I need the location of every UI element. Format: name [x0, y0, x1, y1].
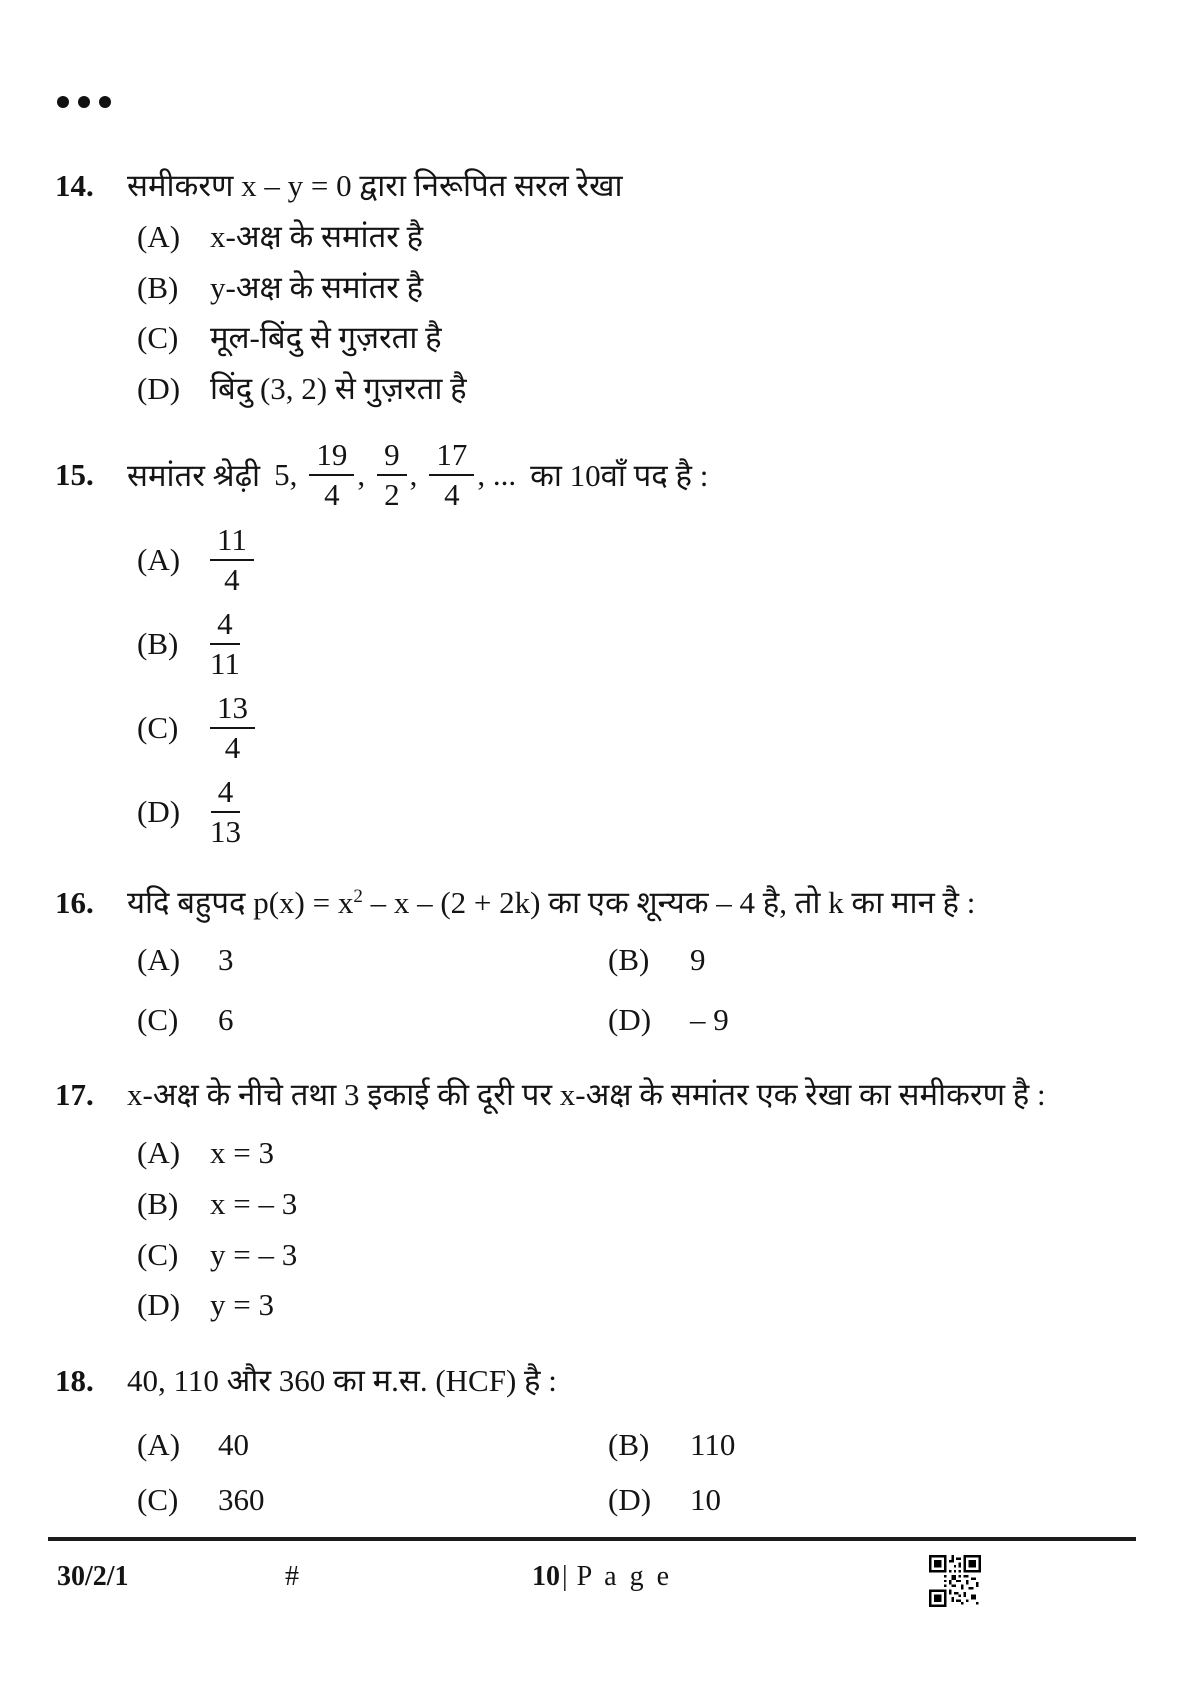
page-marker-dots — [57, 96, 111, 108]
fraction-denominator: 4 — [224, 730, 241, 765]
option-text: बिंदु (3, 2) से गुज़रता है — [210, 371, 467, 406]
separator: , ... — [477, 457, 517, 492]
question-16-text-part1: यदि बहुपद p(x) = x — [127, 885, 354, 920]
question-16-text-part2: – x – (2 + 2k) का एक शून्यक – 4 है, तो k का मान है : — [362, 885, 976, 920]
question-14-option-a — [0, 216, 1190, 258]
question-16-text — [127, 882, 975, 924]
fraction — [210, 691, 255, 765]
option-label: (C) — [137, 1002, 179, 1037]
question-17-option-a — [0, 1132, 1190, 1174]
fraction-denominator: 4 — [224, 562, 240, 597]
marker-dot — [78, 96, 90, 108]
superscript: 2 — [353, 886, 363, 907]
fraction — [210, 775, 241, 849]
question-18-options-row-2 — [0, 1479, 1190, 1521]
qr-code — [929, 1554, 981, 1608]
question-15-suffix: का 10वाँ पद है : — [530, 458, 709, 493]
fraction-denominator: 4 — [444, 477, 460, 512]
fraction-numerator: 17 — [429, 438, 474, 476]
fraction-numerator: 13 — [210, 691, 255, 729]
option-text: – 9 — [690, 1002, 729, 1037]
question-17-text: x-अक्ष के नीचे तथा 3 इकाई की दूरी पर x-अक्ष के समांतर एक रेखा का समीकरण है : — [127, 1077, 1046, 1112]
option-label: (B) — [137, 270, 179, 305]
option-label: (A) — [137, 1427, 181, 1462]
option-label: (B) — [608, 1427, 650, 1462]
option-label: (A) — [137, 942, 181, 977]
question-15-option-c — [0, 686, 1190, 770]
option-text: y-अक्ष के समांतर है — [210, 270, 424, 305]
question-18-number: 18. — [55, 1363, 94, 1398]
separator: , — [409, 457, 418, 492]
question-16-options-row-1 — [0, 939, 1190, 981]
option-label: (B) — [137, 626, 179, 661]
option-text: x-अक्ष के समांतर है — [210, 219, 424, 254]
option-label: (A) — [137, 219, 181, 254]
question-15-first-term: 5, — [274, 457, 298, 492]
option-label: (D) — [608, 1482, 652, 1517]
fraction-numerator: 4 — [210, 607, 240, 645]
footer — [0, 1556, 1190, 1598]
option-text: 110 — [690, 1427, 736, 1462]
question-16-line — [0, 882, 1190, 924]
fraction-numerator: 4 — [211, 775, 241, 813]
fraction — [429, 438, 474, 512]
marker-dot — [99, 96, 111, 108]
option-label: (D) — [137, 1287, 181, 1322]
question-18-options-row-1 — [0, 1424, 1190, 1466]
option-label: (D) — [137, 371, 181, 406]
question-15-number: 15. — [55, 457, 94, 492]
option-text: 40 — [218, 1427, 249, 1462]
question-16-options-row-2 — [0, 999, 1190, 1041]
option-text: x = – 3 — [210, 1186, 298, 1221]
option-text: मूल-बिंदु से गुज़रता है — [210, 320, 442, 355]
option-label: (C) — [137, 1482, 179, 1517]
option-label: (C) — [137, 320, 179, 355]
option-label: (A) — [137, 542, 181, 577]
fraction-numerator: 19 — [309, 438, 354, 476]
option-text: 6 — [218, 1002, 234, 1037]
separator: , — [357, 457, 366, 492]
option-label: (C) — [137, 1237, 179, 1272]
option-label: (B) — [608, 942, 650, 977]
option-text: 3 — [218, 942, 234, 977]
question-14-line — [0, 165, 1190, 207]
marker-dot — [57, 96, 69, 108]
hash-mark: # — [285, 1561, 299, 1592]
question-18-text: 40, 110 और 360 का म.स. (HCF) है : — [127, 1363, 557, 1398]
question-14-option-c — [0, 317, 1190, 359]
question-15-prefix: समांतर श्रेढ़ी — [127, 458, 261, 493]
fraction — [309, 438, 354, 512]
question-17-line — [0, 1074, 1190, 1116]
option-label: (D) — [608, 1002, 652, 1037]
page-word: P a g e — [576, 1561, 672, 1592]
question-15-text — [127, 433, 708, 517]
question-15-option-a — [0, 518, 1190, 602]
question-17-option-c — [0, 1234, 1190, 1276]
question-15-option-b — [0, 602, 1190, 686]
fraction — [377, 438, 407, 512]
option-label: (B) — [137, 1186, 179, 1221]
question-16-number: 16. — [55, 885, 94, 920]
option-text: y = – 3 — [210, 1237, 298, 1272]
fraction-denominator: 4 — [324, 477, 340, 512]
fraction-numerator: 9 — [377, 438, 407, 476]
fraction — [210, 607, 240, 681]
option-label: (C) — [137, 710, 179, 745]
question-14-option-b — [0, 267, 1190, 309]
fraction-denominator: 11 — [210, 646, 240, 681]
option-text: 360 — [218, 1482, 265, 1517]
paper-code: 30/2/1 — [57, 1561, 129, 1592]
option-label: (A) — [137, 1135, 181, 1170]
fraction — [210, 523, 254, 597]
fraction-denominator: 2 — [384, 477, 400, 512]
fraction-numerator: 11 — [210, 523, 254, 561]
question-14-number: 14. — [55, 168, 94, 203]
option-text: 10 — [690, 1482, 721, 1517]
question-17-number: 17. — [55, 1077, 94, 1112]
question-18-line — [0, 1360, 1190, 1402]
page-number: 10 — [532, 1561, 560, 1592]
option-text: 9 — [690, 942, 706, 977]
question-15-option-d — [0, 770, 1190, 854]
question-14-option-d — [0, 368, 1190, 410]
option-text: y = 3 — [210, 1287, 274, 1322]
footer-divider — [48, 1537, 1136, 1541]
question-14-text: समीकरण x – y = 0 द्वारा निरूपित सरल रेखा — [127, 168, 623, 203]
question-17-option-d — [0, 1284, 1190, 1326]
page-label — [532, 1556, 672, 1598]
page-separator: | — [562, 1561, 568, 1592]
option-label: (D) — [137, 794, 181, 829]
question-17-option-b — [0, 1183, 1190, 1225]
option-text: x = 3 — [210, 1135, 274, 1170]
fraction-denominator: 13 — [210, 814, 241, 849]
